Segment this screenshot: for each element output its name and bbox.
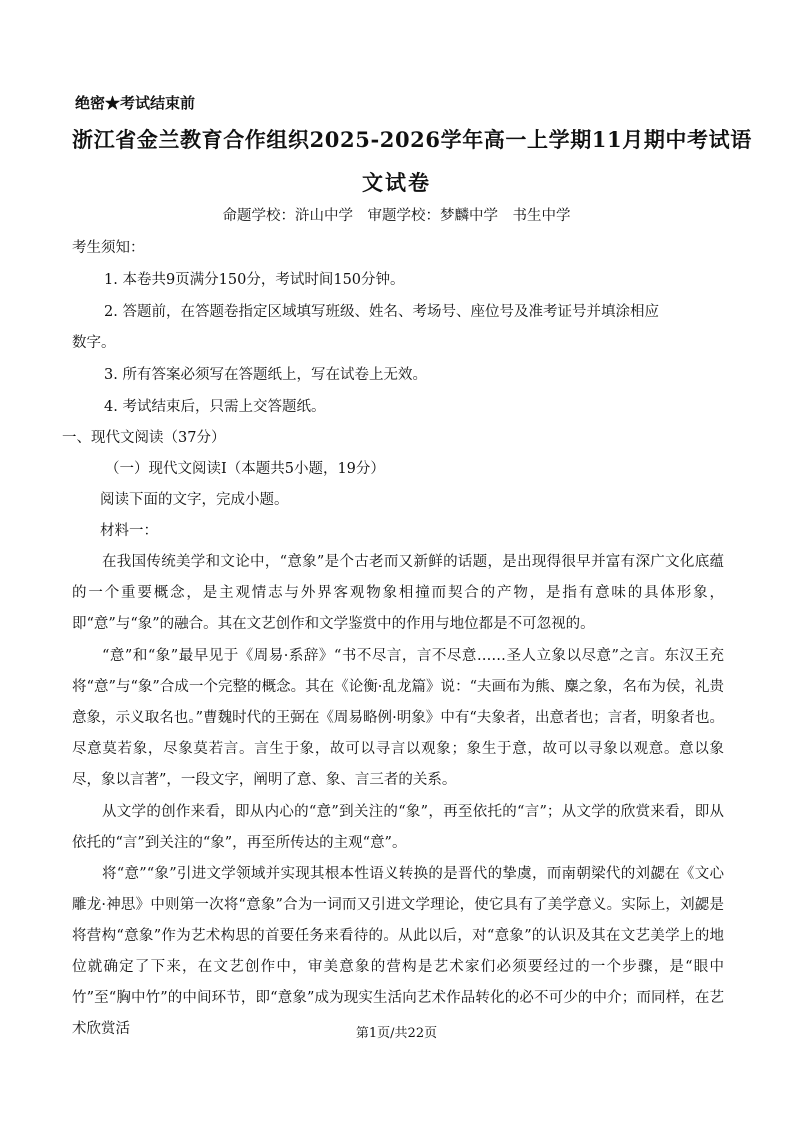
exam-title-line2: 文试卷: [362, 170, 431, 195]
notice-heading: 考生须知：: [72, 240, 145, 256]
passage-paragraph-3: 从文学的创作来看，即从内心的“意”到关注的“象”，再至依托的“言”；从文学的欣赏来看，即从依托的“言”到关注的“象”，再至所传达的主观“意”。: [72, 804, 724, 851]
notice-item-3: 3. 所有答案必须写在答题纸上，写在试卷上无效。: [104, 367, 427, 383]
page-number: 第1页/共22页: [355, 1026, 438, 1041]
reading-instruction: 阅读下面的文字，完成小题。: [100, 492, 289, 508]
confidential-mark: 绝密★考试结束前: [75, 94, 196, 112]
notice-item-1: 1. 本卷共9页满分150分，考试时间150分钟。: [104, 272, 405, 288]
exam-title-line1: 浙江省金兰教育合作组织2025-2026学年高一上学期11月期中考试语: [72, 127, 752, 152]
subsection-heading: （一）现代文阅读Ⅰ（本题共5小题，19分）: [105, 461, 385, 477]
section-heading: 一、现代文阅读（37分）: [62, 430, 226, 446]
passage-paragraph-1: 在我国传统美学和文论中，“意象”是个古老而又新鲜的话题，是出现得很早并富有深广文化底蕴的一个重要概念，是主观情志与外界客观物象相撞而契合的产物，是指有意味的具体形象，即“意”与“象”的融合。其在文艺创作和文学鉴赏中的作用与地位都是不可忽视的。: [72, 554, 724, 632]
passage-paragraph-2: “意”和“象”最早见于《周易·系辞》“书不尽言，言不尽意……圣人立象以尽意”之言。东汉王充将“意”与“象”合成一个完整的概念。其在《论衡·乱龙篇》说：“夫画布为熊、麋之象，名布为侯，礼贵意象，示义取名也。”曹魏时代的王弼在《周易略例·明象》中有“夫象者，出意者也；言者，明象者也。尽意莫若象，尽象莫若言。言生于象，故可以寻言以观象；象生于意，故可以寻象以观意。意以象尽，象以言著”，一段文字，阐明了意、象、言三者的关系。: [72, 648, 724, 788]
notice-item-4: 4. 考试结束后，只需上交答题纸。: [104, 399, 326, 415]
notice-item-2: 2. 答题前，在答题卷指定区域填写班级、姓名、考场号、座位号及准考证号并填涂相应: [104, 304, 659, 320]
material-label: 材料一：: [100, 523, 158, 539]
passage-paragraph-4: 将“意”“象”引进文学领域并实现其根本性语义转换的是晋代的挚虞，而南朝梁代的刘勰在《文心雕龙·神思》中则第一次将“意象”合为一词而又引进文学理论，使它具有了美学意义。实际上，刘勰是将营构“意象”作为艺术构思的首要任务来看待的。从此以后，对“意象”的认识及其在文艺美学上的地位就确定了下来，在文艺创作中，审美意象的营构是艺术家们必须要经过的一个步骤，是“眼中竹”至“胸中竹”的中间环节，即“意象”成为现实生活向艺术作品转化的必不可少的中介；而同样，在艺术欣赏活: [72, 866, 724, 1037]
notice-item-2-cont: 数字。: [72, 335, 116, 351]
school-credits: 命题学校：浒山中学 审题学校：梦麟中学 书生中学: [222, 208, 571, 224]
